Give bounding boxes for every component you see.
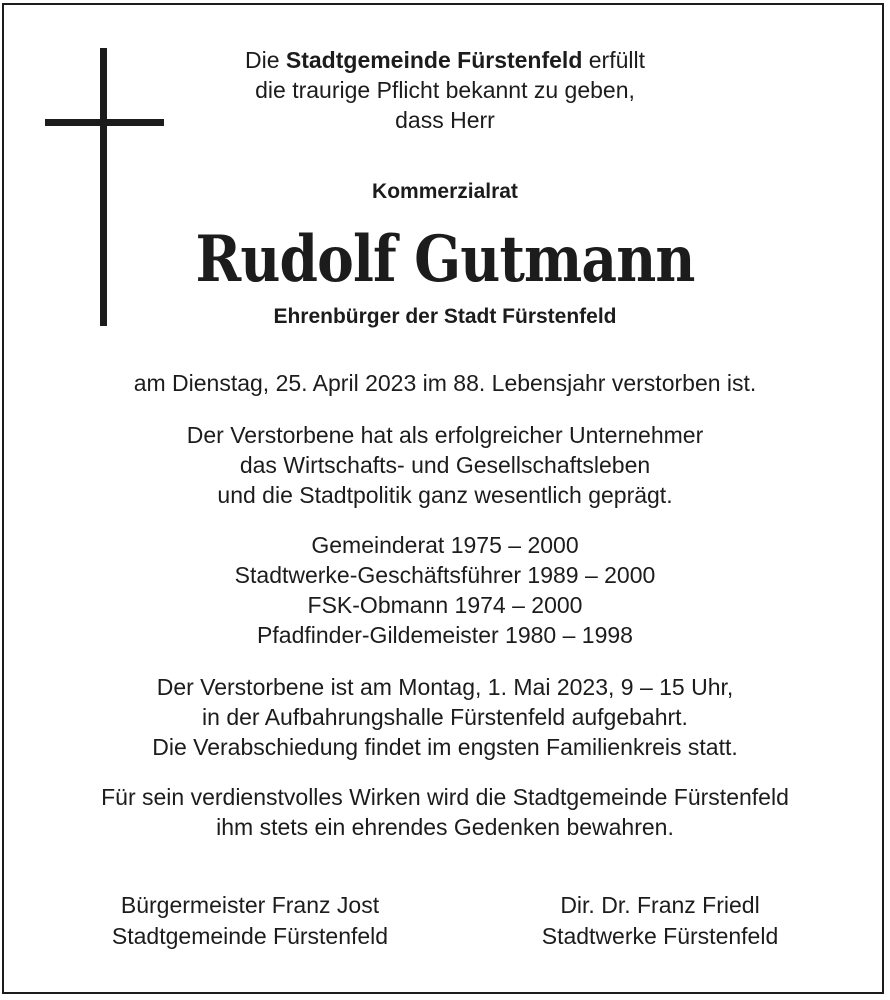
career-line-3: FSK-Obmann 1974 – 2000 — [307, 592, 583, 618]
career-line-1: Gemeinderat 1975 – 2000 — [311, 532, 579, 558]
death-announcement: am Dienstag, 25. April 2023 im 88. Lebensjahr verstorben ist. — [133, 370, 757, 396]
career-line-2: Stadtwerke-Geschäftsführer 1989 – 2000 — [234, 562, 656, 588]
viewing-line-1: Der Verstorbene ist am Montag, 1. Mai 2023, 9 – 15 Uhr, — [156, 674, 734, 700]
issuer-name: Stadtgemeinde Fürstenfeld — [285, 47, 583, 73]
intro-line-2: die traurige Pflicht bekannt zu geben, — [255, 77, 635, 103]
closing-line-1: Für sein verdienstvolles Wirken wird die Stadtgemeinde Fürstenfeld — [101, 784, 789, 810]
deceased-honor: Ehrenbürger der Stadt Fürstenfeld — [273, 305, 617, 328]
tribute-line-1: Der Verstorbene hat als erfolgreicher Unternehmer — [186, 422, 704, 448]
signature-right — [465, 890, 855, 952]
signature-left — [55, 890, 445, 952]
deceased-title: Kommerzialrat — [372, 180, 518, 203]
signatory-name: Bürgermeister Franz Jost — [120, 892, 380, 918]
intro-text — [180, 45, 710, 135]
signatory-name: Dir. Dr. Franz Friedl — [560, 892, 760, 918]
viewing-line-2: in der Aufbahrungshalle Fürstenfeld aufgebahrt. — [202, 704, 688, 730]
deceased-name: Rudolf Gutmann — [195, 222, 695, 297]
tribute-line-3: und die Stadtpolitik ganz wesentlich geprägt. — [217, 482, 673, 508]
signatory-org: Stadtwerke Fürstenfeld — [541, 923, 779, 949]
career-line-4: Pfadfinder-Gildemeister 1980 – 1998 — [257, 622, 633, 648]
signatory-org: Stadtgemeinde Fürstenfeld — [111, 923, 389, 949]
intro-line-1: Die Stadtgemeinde Fürstenfeld erfüllt — [244, 47, 646, 73]
closing-line-2: ihm stets ein ehrendes Gedenken bewahren. — [216, 814, 674, 840]
cross-icon-bar — [45, 119, 164, 126]
tribute-line-2: das Wirtschafts- und Gesellschaftsleben — [239, 452, 651, 478]
intro-line-3: dass Herr — [395, 107, 495, 133]
viewing-line-3: Die Verabschiedung findet im engsten Familienkreis statt. — [152, 734, 738, 760]
